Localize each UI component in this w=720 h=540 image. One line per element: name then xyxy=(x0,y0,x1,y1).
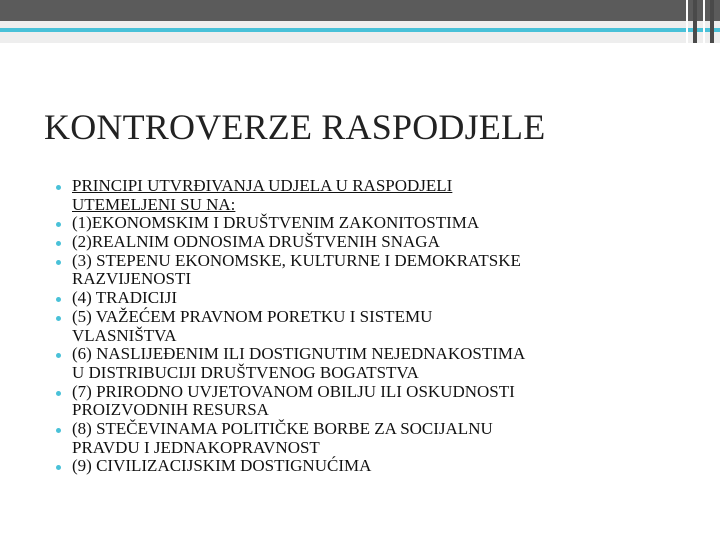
header-stripe xyxy=(686,0,688,43)
bullet-item xyxy=(50,457,710,476)
bullet-item xyxy=(50,233,710,252)
bullet-dot-icon xyxy=(56,316,61,321)
bullet-text-line: PRINCIPI UTVRĐIVANJA UDJELA U RASPODJELI xyxy=(72,176,453,195)
bullet-text-line: (7) PRIRODNO UVJETOVANOM OBILJU ILI OSKUDNOSTI xyxy=(72,381,515,401)
bullet-item xyxy=(50,289,710,308)
bullet-dot-icon xyxy=(56,297,61,302)
bullet-text-line: (6) NASLIJEĐENIM ILI DOSTIGNUTIM NEJEDNAKOSTIMA xyxy=(72,344,526,364)
header-stripe xyxy=(703,0,705,43)
bullet-dot-icon xyxy=(56,391,61,396)
bullet-dot-icon xyxy=(56,428,61,433)
bullet-item xyxy=(50,177,710,214)
slide-title: KONTROVERZE RASPODJELE xyxy=(44,107,546,147)
bullet-dot-icon xyxy=(56,465,61,470)
bullet-item xyxy=(50,252,710,289)
bullet-item xyxy=(50,308,710,345)
bullet-text-line: VLASNIŠTVA xyxy=(72,325,177,345)
bullet-item xyxy=(50,214,710,233)
bullet-dot-icon xyxy=(56,185,61,190)
bullet-item xyxy=(50,383,710,420)
bullet-text-line: (1)EKONOMSKIM I DRUŠTVENIM ZAKONITOSTIMA xyxy=(72,213,480,233)
bullet-text-line: (3) STEPENU EKONOMSKE, KULTURNE I DEMOKRATSKE xyxy=(72,250,521,270)
bullet-dot-icon xyxy=(56,260,61,265)
header-stripe xyxy=(693,0,697,43)
bullet-text-line: UTEMELJENI SU NA: xyxy=(72,194,236,214)
bullet-text-line: (2)REALNIM ODNOSIMA DRUŠTVENIH SNAGA xyxy=(72,232,440,252)
bullet-text-line: PROIZVODNIH RESURSA xyxy=(72,400,269,420)
bullet-text-line: (8) STEČEVINAMA POLITIČKE BORBE ZA SOCIJALNU xyxy=(72,418,493,438)
bullet-dot-icon xyxy=(56,241,61,246)
bullet-dot-icon xyxy=(56,353,61,358)
bullet-text-line: PRAVDU I JEDNAKOPRAVNOST xyxy=(72,437,320,457)
bullet-text-line: (9) CIVILIZACIJSKIM DOSTIGNUĆIMA xyxy=(72,456,372,476)
header-stripe xyxy=(710,0,714,43)
header-accent-line xyxy=(0,28,720,32)
bullet-text-line: RAZVIJENOSTI xyxy=(72,269,191,289)
bullet-text-line: (4) TRADICIJI xyxy=(72,288,177,308)
bullet-item xyxy=(50,420,710,457)
bullet-text-line: (5) VAŽEĆEM PRAVNOM PORETKU I SISTEMU xyxy=(72,306,433,326)
header-bar xyxy=(0,0,720,21)
bullet-list xyxy=(50,177,710,476)
header-band xyxy=(0,21,720,43)
bullet-dot-icon xyxy=(56,222,61,227)
bullet-text-line: U DISTRIBUCIJI DRUŠTVENOG BOGATSTVA xyxy=(72,362,419,382)
bullet-item xyxy=(50,345,710,382)
